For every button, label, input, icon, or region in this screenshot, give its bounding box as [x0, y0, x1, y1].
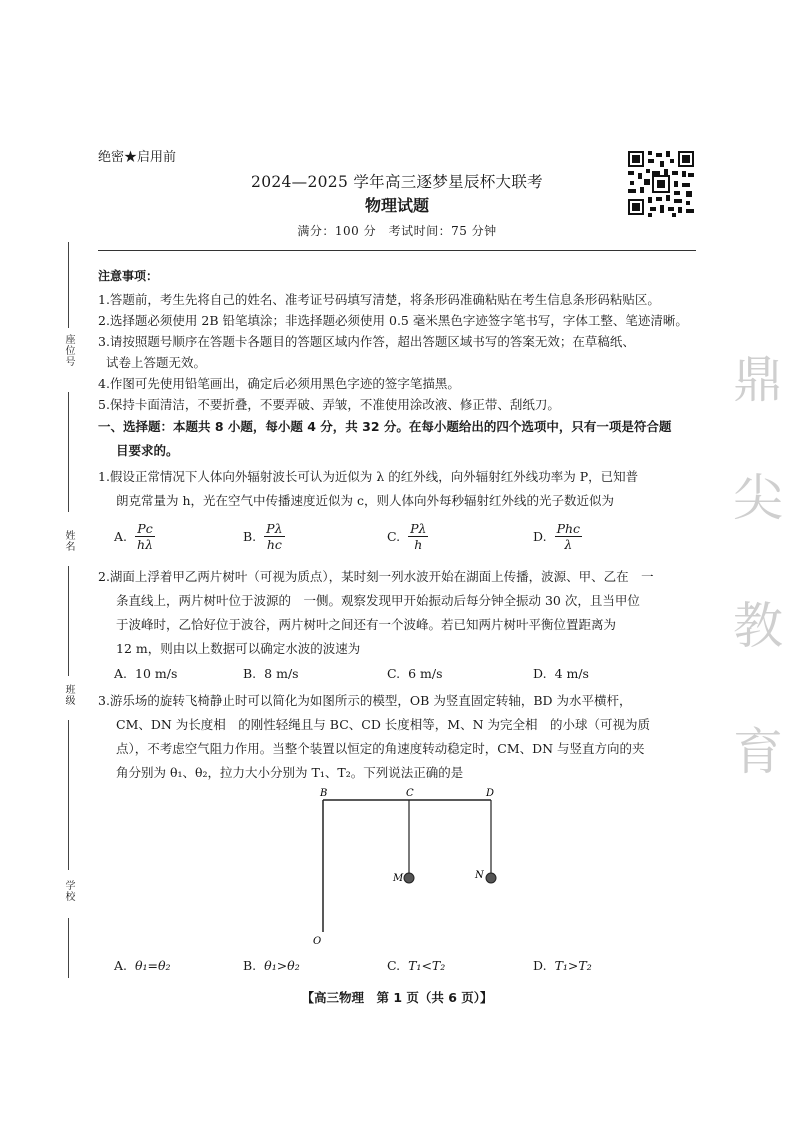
notice-item: 5.保持卡面清洁，不要折叠，不要弄破、弄皱，不准使用涂改液、修正带、刮纸刀。 — [98, 397, 560, 412]
section-line: 目要求的。 — [116, 443, 179, 458]
notice-item: 2.选择题必须使用 2B 铅笔填涂；非选择题必须使用 0.5 毫米黑色字迹签字笔书写，字体工整、笔迹清晰。 — [98, 313, 688, 328]
watermark-char: 教 — [733, 597, 783, 655]
question-text: 角分别为 θ₁、θ₂，拉力大小分别为 T₁、T₂。下列说法正确的是 — [116, 765, 464, 780]
page-footer: 【高三物理 第 1 页（共 6 页）】 — [301, 990, 493, 1005]
fraction: $\frac{\text{Phc}}{\lambda}$ — [556, 521, 581, 552]
binding-line — [68, 242, 69, 328]
option-a: A. $\frac{Pc}{h\lambda}$ — [114, 521, 153, 552]
question-text: 12 m，则由以上数据可以确定水波的波速为 — [116, 641, 361, 656]
binding-line — [68, 392, 69, 512]
exam-meta: 满分：100 分 考试时间：75 分钟 — [297, 224, 497, 238]
question-text: 1.假设正常情况下人体向外辐射波长可认为近似为 λ 的红外线，向外辐射红外线功率为 P，已知普 — [98, 469, 639, 484]
option-c: C. T₁<T₂ — [387, 958, 446, 973]
header-divider — [98, 250, 696, 251]
question-3-options — [98, 958, 698, 982]
question-2 — [98, 565, 698, 661]
confidential-mark: 绝密★启用前 — [98, 150, 177, 165]
seat-number-label: 座位号 — [63, 334, 74, 367]
notice-item-continued: 试卷上答题无效。 — [106, 355, 207, 370]
exam-title: 2024—2025 学年高三逐梦星辰杯大联考 — [251, 173, 543, 191]
watermark-char: 尖 — [733, 469, 783, 527]
option-c: C. $\frac{P\lambda}{h}$ — [387, 521, 427, 552]
binding-line — [68, 918, 69, 978]
binding-line — [68, 566, 69, 676]
section-line: 一、选择题：本题共 8 小题，每小题 4 分，共 32 分。在每小题给出的四个选项中，只有一项是符合题 — [98, 419, 672, 434]
label-o: O — [313, 936, 322, 947]
option-a: A. 10 m/s — [114, 666, 178, 681]
question-text: 3.游乐场的旋转飞椅静止时可以简化为如图所示的模型，OB 为竖直固定转轴，BD 为水平横杆， — [98, 693, 632, 708]
question-text: 朗克常量为 h，光在空气中传播速度近似为 c，则人体向外每秒辐射红外线的光子数近似为 — [116, 493, 614, 508]
qr-code-icon — [626, 149, 696, 217]
ball-m — [404, 873, 414, 883]
q3-figure — [300, 787, 520, 952]
subject-title: 物理试题 — [364, 196, 429, 215]
question-2-options — [98, 663, 698, 689]
option-b: B. 8 m/s — [243, 666, 299, 681]
question-text: 条直线上，两片树叶位于波源的 一侧。观察发现甲开始振动后每分钟全振动 30 次，且当甲位 — [116, 593, 640, 608]
question-text: 2.湖面上浮着甲乙两片树叶（可视为质点），某时刻一列水波开始在湖面上传播，波源、甲、乙在 一 — [98, 569, 654, 584]
question-text: CM、DN 为长度相 的刚性轻绳且与 BC、CD 长度相等，M、N 为完全相 的小球（可视为质 — [116, 717, 651, 732]
section-heading — [98, 415, 698, 463]
ball-n — [486, 873, 496, 883]
option-a: A. θ₁=θ₂ — [114, 958, 171, 973]
name-label: 姓名 — [63, 530, 74, 552]
binding-line — [68, 720, 69, 870]
option-d: D. $\frac{\text{Phc}}{\lambda}$ — [533, 521, 581, 552]
class-label: 班级 — [63, 684, 74, 706]
option-b: B. θ₁>θ₂ — [243, 958, 300, 973]
watermark-char: 育 — [733, 723, 783, 781]
notice-item: 3.请按照题号顺序在答题卡各题目的答题区域内作答，超出答题区域书写的答案无效；在草稿纸、 — [98, 334, 635, 349]
question-1-options — [98, 521, 698, 559]
question-1 — [98, 465, 698, 513]
fraction: $\frac{P\lambda}{h}$ — [410, 521, 427, 552]
watermark-char: 鼎 — [733, 351, 783, 409]
exam-content — [98, 266, 698, 785]
label-n: N — [475, 870, 484, 881]
label-c: C — [406, 788, 414, 799]
fraction: $\frac{Pc}{h\lambda}$ — [137, 521, 153, 552]
notice-item: 1.答题前，考生先将自己的姓名、准考证号码填写清楚，将条形码准确粘贴在考生信息条形码粘贴区。 — [98, 292, 660, 307]
option-d: D. T₁>T₂ — [533, 958, 592, 973]
notice-title: 注意事项： — [98, 269, 159, 283]
question-text: 点），不考虑空气阻力作用。当整个装置以恒定的角速度转动稳定时，CM、DN 与竖直方向的夹 — [116, 741, 645, 756]
option-b: B. $\frac{P\lambda}{hc}$ — [243, 521, 283, 552]
question-3 — [98, 689, 698, 785]
label-d: D — [486, 788, 495, 799]
question-text: 于波峰时，乙恰好位于波谷，两片树叶之间还有一个波峰。若已知两片树叶平衡位置距离为 — [116, 617, 617, 632]
school-label: 学校 — [63, 880, 74, 902]
fraction: $\frac{P\lambda}{hc}$ — [266, 521, 283, 552]
option-d: D. 4 m/s — [533, 666, 589, 681]
label-b: B — [320, 788, 328, 799]
option-c: C. 6 m/s — [387, 666, 443, 681]
label-m: M — [393, 873, 404, 884]
notice-item: 4.作图可先使用铅笔画出，确定后必须用黑色字迹的签字笔描黑。 — [98, 376, 460, 391]
